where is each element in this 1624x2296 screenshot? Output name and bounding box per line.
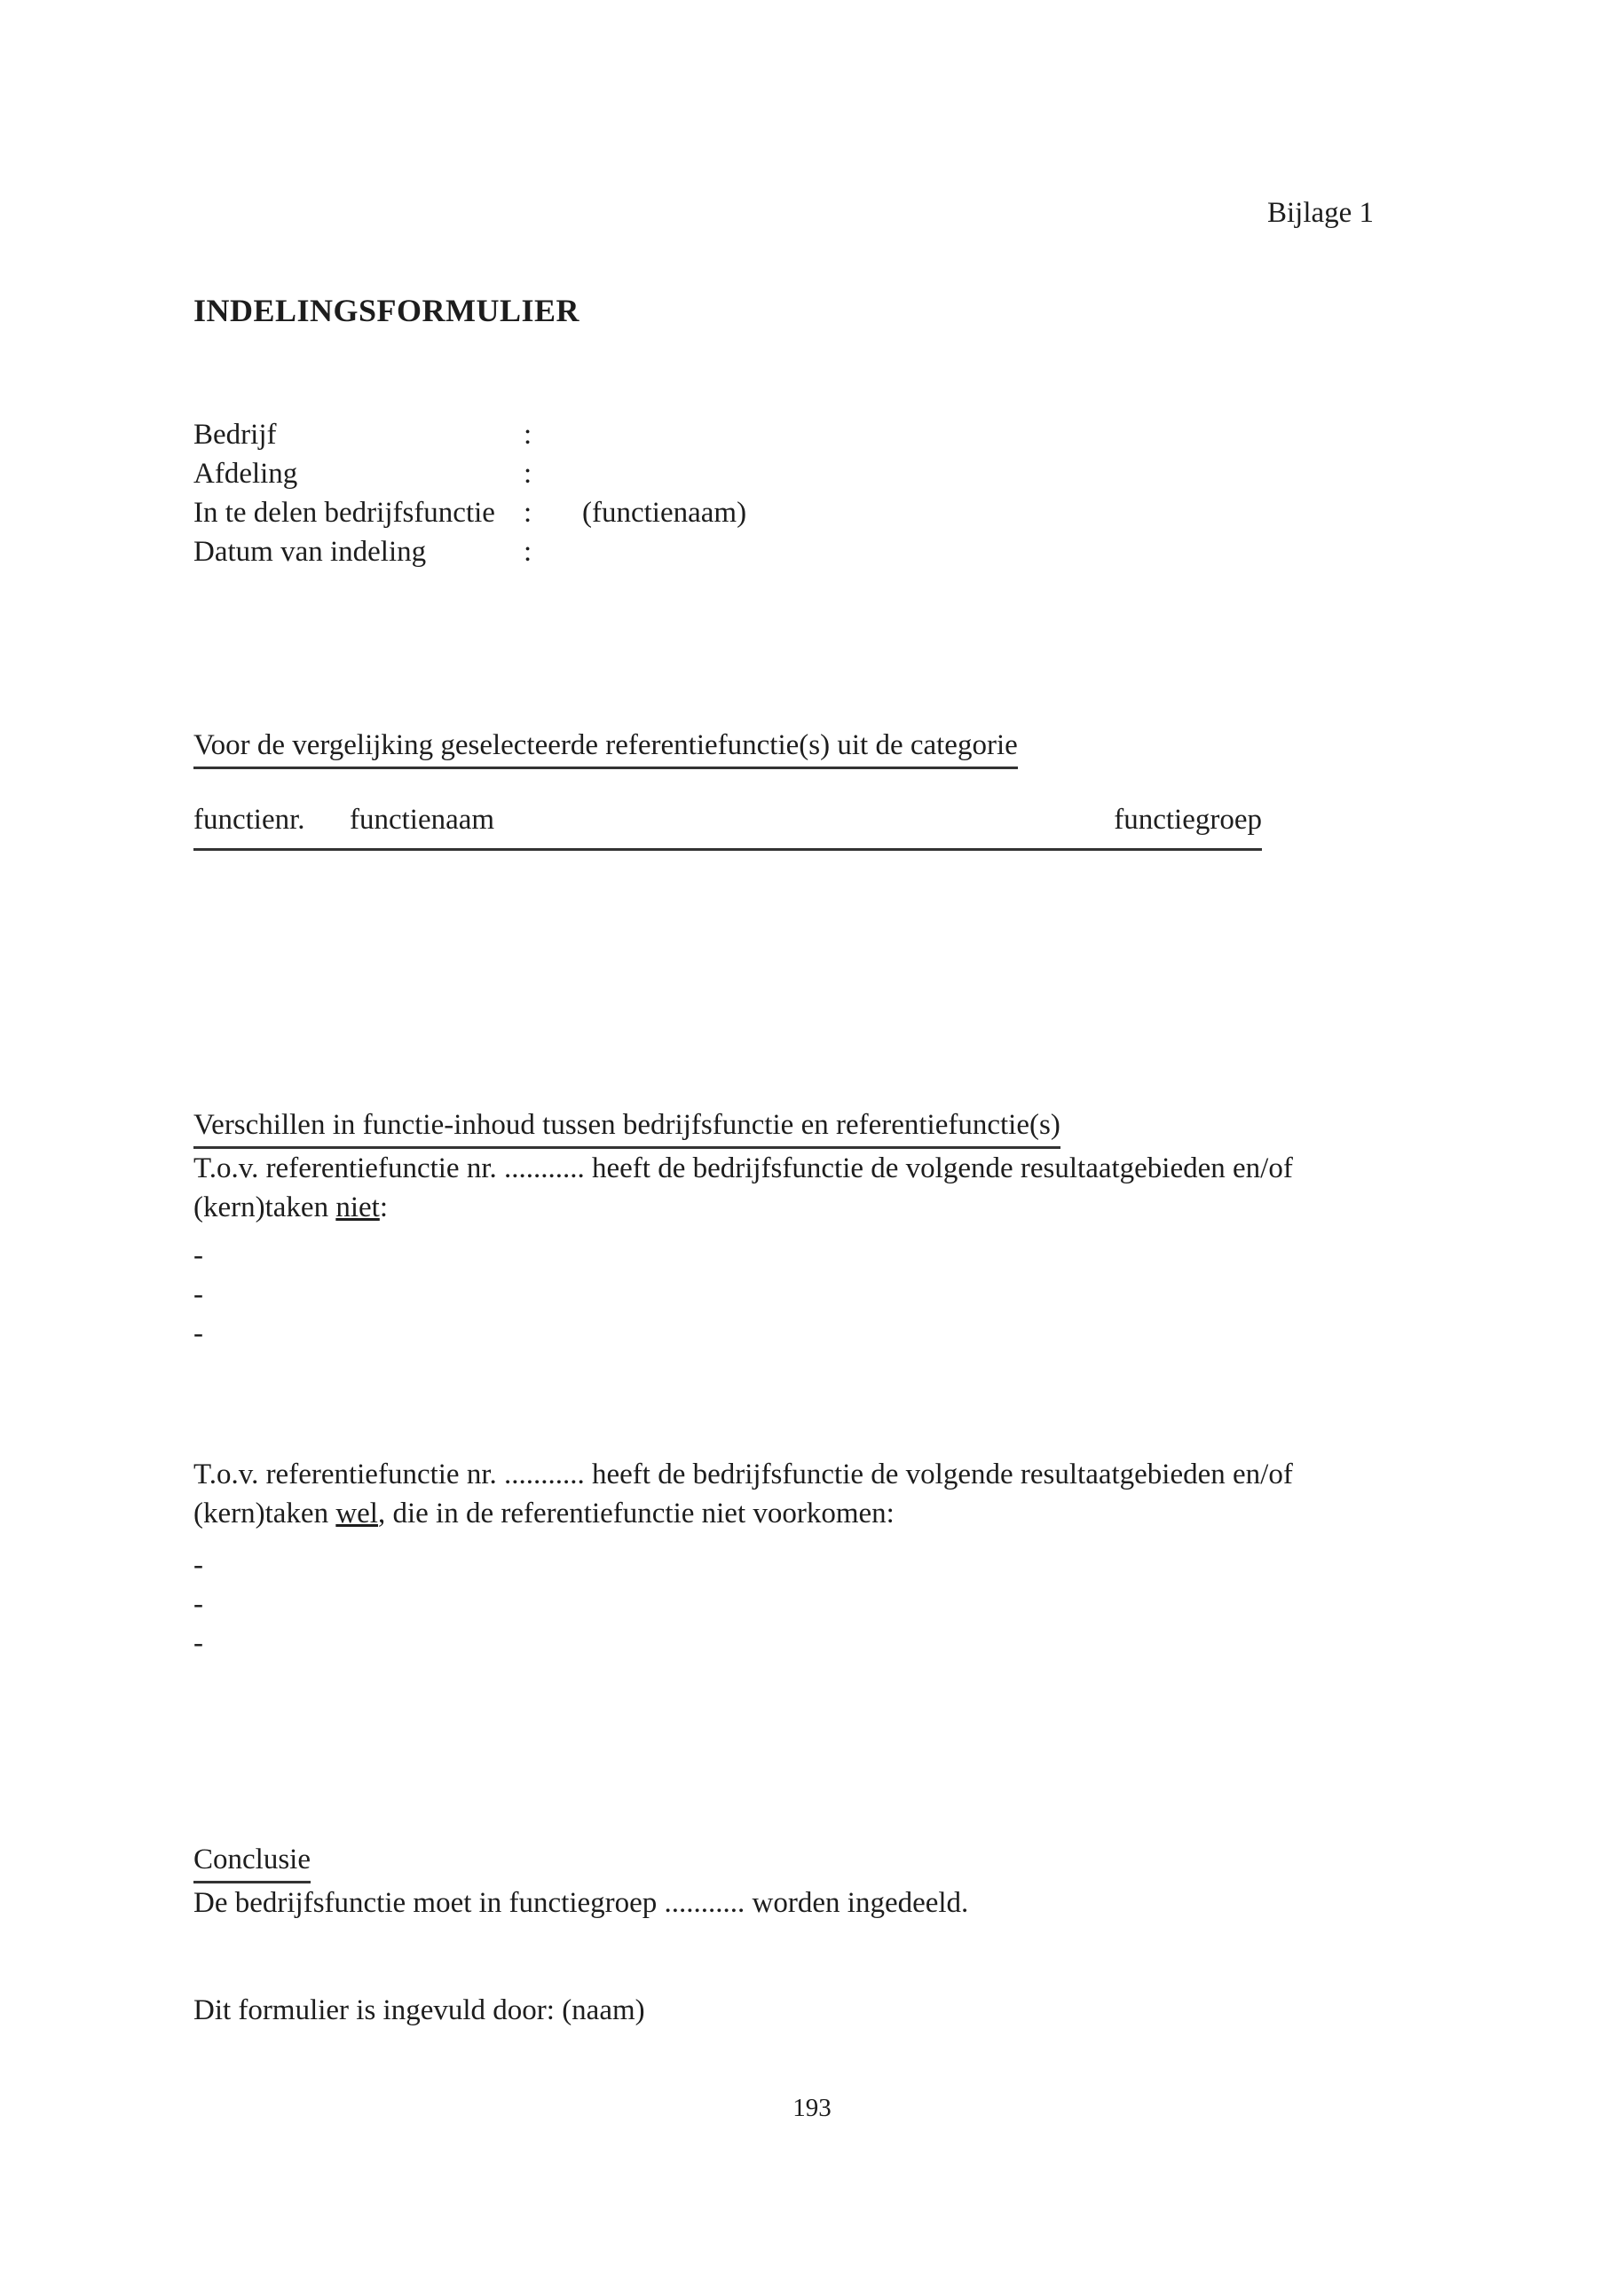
field-row-datum <box>193 532 746 571</box>
field-label: Afdeling <box>193 458 298 490</box>
field-label: Datum van indeling <box>193 536 427 568</box>
conclusion-text: De bedrijfsfunctie moet in functiegroep ........... worden ingedeeld. <box>193 1887 969 1919</box>
page-number: 193 <box>792 2094 832 2122</box>
kerntaken-line: (kern)taken wel, die in de referentiefunctie niet voorkomen: <box>193 1498 895 1529</box>
underlined-word: wel <box>335 1498 378 1529</box>
field-colon: : <box>524 536 532 568</box>
bullet-dash: - <box>193 1278 203 1310</box>
underlined-word: niet <box>335 1191 380 1223</box>
bullet-dash: - <box>193 1239 203 1271</box>
bullet-dash: - <box>193 1549 203 1581</box>
bullet-list <box>193 1545 1454 1663</box>
column-functienaam: functienaam <box>350 804 495 836</box>
field-row-bedrijf <box>193 415 746 454</box>
paragraph-wel <box>193 1455 1454 1663</box>
differences-heading: Verschillen in functie-inhoud tussen bedrijfsfunctie en referentiefunctie(s) <box>193 1105 1454 1149</box>
paragraph-niet <box>193 1149 1454 1353</box>
field-row-bedrijfsfunctie <box>193 493 746 532</box>
conclusion-section <box>193 1840 1454 1923</box>
field-value: (functienaam) <box>582 497 747 529</box>
field-colon: : <box>524 497 532 529</box>
column-functiegroep: functiegroep <box>1114 804 1262 836</box>
field-label: Bedrijf <box>193 419 277 451</box>
column-functienr: functienr. <box>193 804 305 836</box>
tov-line: T.o.v. referentiefunctie nr. ........... heeft de bedrijfsfunctie de volgende resultaatgebieden en/of <box>193 1152 1293 1184</box>
filled-by-line: Dit formulier is ingevuld door: (naam) <box>193 1994 645 2026</box>
bullet-list <box>193 1236 1454 1353</box>
bullet-dash: - <box>193 1317 203 1349</box>
bullet-dash: - <box>193 1588 203 1620</box>
reference-selection-heading: Voor de vergelijking geselecteerde referentiefunctie(s) uit de categorie <box>193 726 1018 769</box>
tov-line: T.o.v. referentiefunctie nr. ........... heeft de bedrijfsfunctie de volgende resultaatgebieden en/of <box>193 1459 1293 1490</box>
field-label: In te delen bedrijfsfunctie <box>193 497 495 529</box>
field-colon: : <box>524 419 532 451</box>
bullet-dash: - <box>193 1627 203 1659</box>
header-fields <box>193 415 746 571</box>
field-colon: : <box>524 458 532 490</box>
field-row-afdeling <box>193 454 746 493</box>
kerntaken-line: (kern)taken niet: <box>193 1191 388 1223</box>
annex-label: Bijlage 1 <box>1267 197 1375 229</box>
reference-table-header <box>193 800 1262 851</box>
conclusion-heading: Conclusie <box>193 1840 1454 1883</box>
page-title: INDELINGSFORMULIER <box>193 293 580 328</box>
differences-section <box>193 1105 1454 1353</box>
